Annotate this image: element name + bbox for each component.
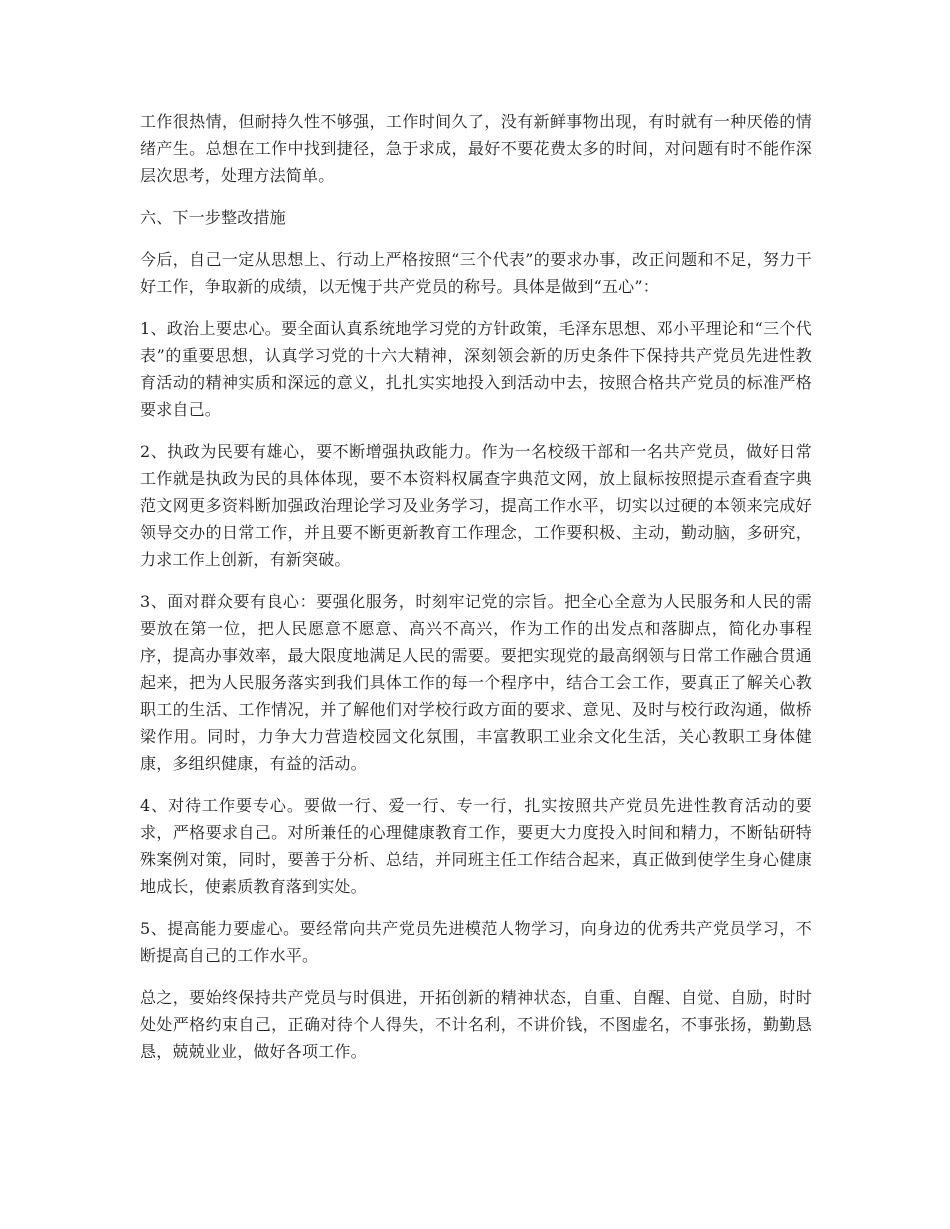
paragraph-item-2: 2、执政为民要有雄心，要不断增强执政能力。作为一名校级干部和一名共产党员，做好日常工作就是执政为民的具体体现，要不本资料权属查字典范文网，放上鼠标按照提示查看查字典范文网更多资料断加强政治理论学习及业务学习，提高工作水平，切实以过硬的本领来完成好领导交办的日常工作，并且要不断更新教育工作理念，工作要积极、主动，勤动脑，多研究，力求工作上创新，有新突破。 xyxy=(140,442,812,569)
section-heading-next-steps: 六、下一步整改措施 xyxy=(140,208,286,227)
paragraph-item-3: 3、面对群众要有良心：要强化服务，时刻牢记党的宗旨。把全心全意为人民服务和人民的需要放在第一位，把人民愿意不愿意、高兴不高兴，作为工作的出发点和落脚点，简化办事程序，提高办事效率，最大限度地满足人民的需要。要把实现党的最高纲领与日常工作融合贯通起来，把为人民服务落实到我们具体工作的每一个程序中，结合工会工作，要真正了解关心教职工的生活、工作情况，并了解他们对学校行政方面的要求、意见、及时与校行政沟通，做桥梁作用。同时，力争大力营造校园文化氛围，丰富教职工业余文化生活，关心教职工身体健康，多组织健康，有益的活动。 xyxy=(140,592,812,773)
paragraph-item-5: 5、提高能力要虚心。要经常向共产党员先进模范人物学习，向身边的优秀共产党员学习，不断提高自己的工作水平。 xyxy=(140,919,812,965)
paragraph-intro-continuation: 工作很热情，但耐持久性不够强，工作时间久了，没有新鲜事物出现，有时就有一种厌倦的情绪产生。总想在工作中找到捷径，急于求成，最好不要花费太多的时间，对问题有时不能作深层次思考，处理方法简单。 xyxy=(140,112,812,185)
paragraph-overview: 今后，自己一定从思想上、行动上严格按照“三个代表”的要求办事，改正问题和不足，努力干好工作，争取新的成绩，以无愧于共产党员的称号。具体是做到“五心”： xyxy=(140,250,812,296)
paragraph-conclusion: 总之，要始终保持共产党员与时俱进，开拓创新的精神状态，自重、自醒、自觉、自励，时时处处严格约束自己，正确对待个人得失，不计名利，不讲价钱，不图虚名，不事张扬，勤勤恳恳，兢兢业业，做好各项工作。 xyxy=(140,988,812,1061)
document-body xyxy=(140,108,812,1080)
paragraph-item-1: 1、政治上要忠心。要全面认真系统地学习党的方针政策，毛泽东思想、邓小平理论和“三个代表”的重要思想，认真学习党的十六大精神，深刻领会新的历史条件下保持共产党员先进性教育活动的精神实质和深远的意义，扎扎实实地投入到活动中去，按照合格共产党员的标准严格要求自己。 xyxy=(140,319,812,419)
paragraph-item-4: 4、对待工作要专心。要做一行、爱一行、专一行，扎实按照共产党员先进性教育活动的要求，严格要求自己。对所兼任的心理健康教育工作，要更大力度投入时间和精力，不断钻研特殊案例对策，同时，要善于分析、总结，并同班主任工作结合起来，真正做到使学生身心健康地成长，使素质教育落到实处。 xyxy=(140,796,812,896)
